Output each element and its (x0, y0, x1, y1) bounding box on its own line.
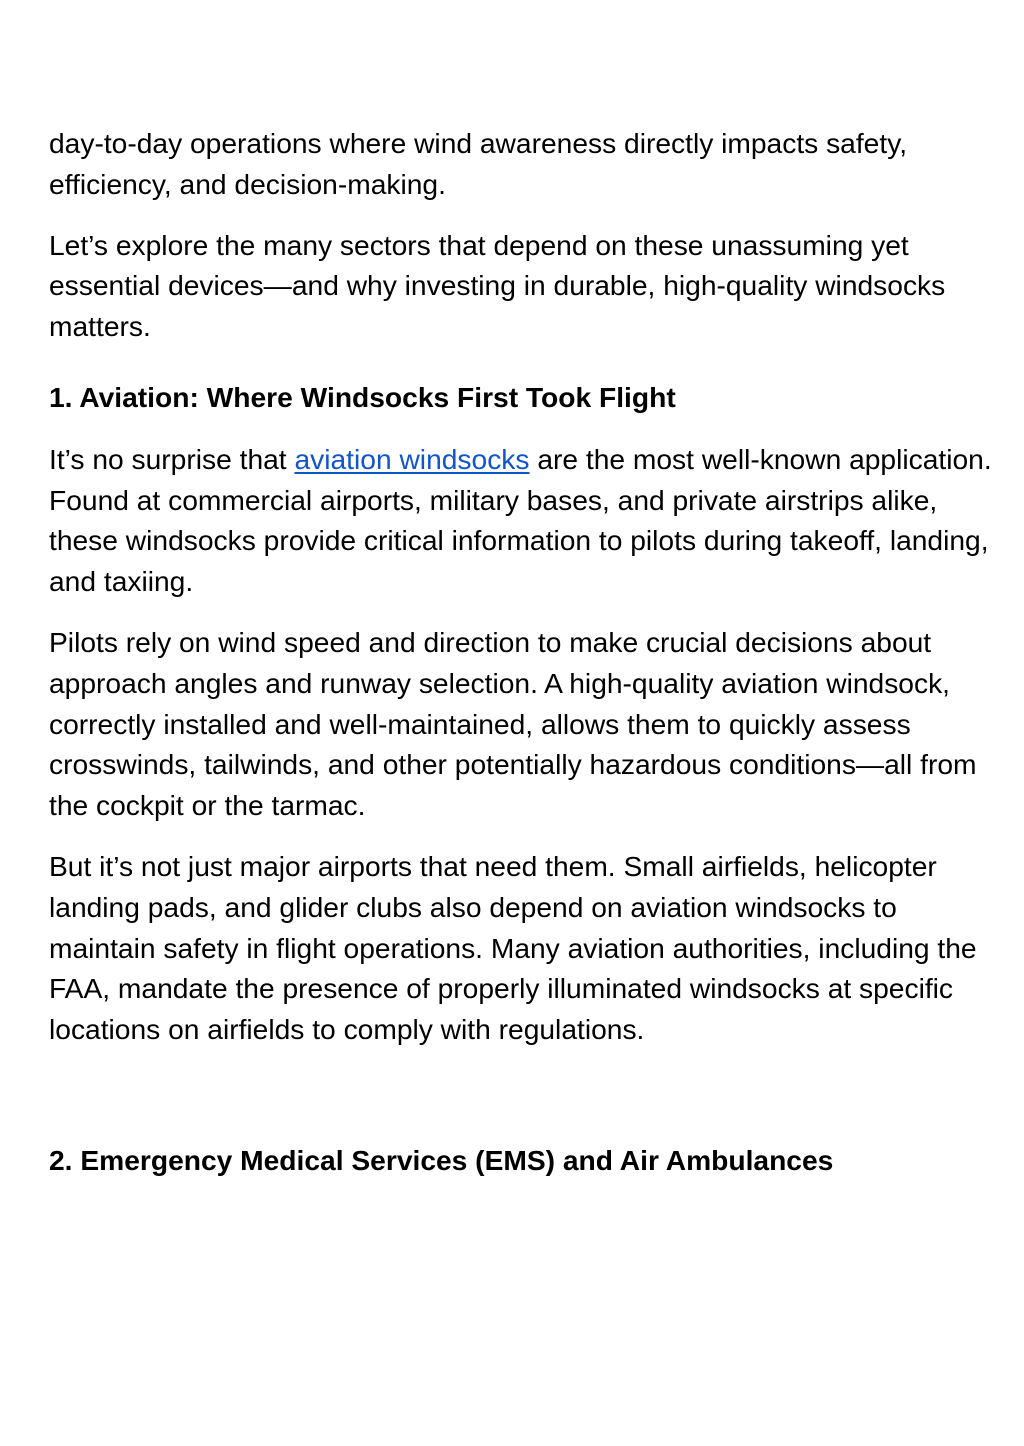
intro-paragraph-2: Let’s explore the many sectors that depend on these unassuming yet essential devices—and why investing in durable, high-quality windsocks matters. (49, 228, 946, 343)
aviation-windsocks-link[interactable]: aviation windsocks (294, 442, 530, 475)
section-heading-ems: 2. Emergency Medical Services (EMS) and Air Ambulances (49, 1143, 834, 1176)
aviation-paragraph-1-rest: are the most well-known application. Found at commercial airports, military bases, and private airstrips alike, these windsocks provide critical information to pilots during takeoff, landing, and taxiing. (49, 442, 992, 598)
section-heading-aviation: 1. Aviation: Where Windsocks First Took Flight (49, 380, 676, 413)
aviation-paragraph-1 (49, 439, 1004, 602)
document-body (49, 123, 1004, 1181)
aviation-paragraph-1-lead: It’s no surprise that (49, 442, 295, 475)
aviation-paragraph-2: Pilots rely on wind speed and direction to make crucial decisions about approach angles and runway selection. A high-quality aviation windsock, correctly installed and well-maintained, allows them to quickly assess crosswinds, tailwinds, and other potentially hazardous conditions—all from the cockpit or the tarmac. (49, 625, 977, 822)
intro-paragraph-1: day-to-day operations where wind awareness directly impacts safety, efficiency, and decision-making. (49, 127, 908, 200)
aviation-paragraph-3: But it’s not just major airports that need them. Small airfields, helicopter landing pads, and glider clubs also depend on aviation windsocks to maintain safety in flight operations. Many aviation authorities, including the FAA, mandate the presence of properly illuminated windsocks at specific locations on airfields to comply with regulations. (49, 849, 977, 1046)
